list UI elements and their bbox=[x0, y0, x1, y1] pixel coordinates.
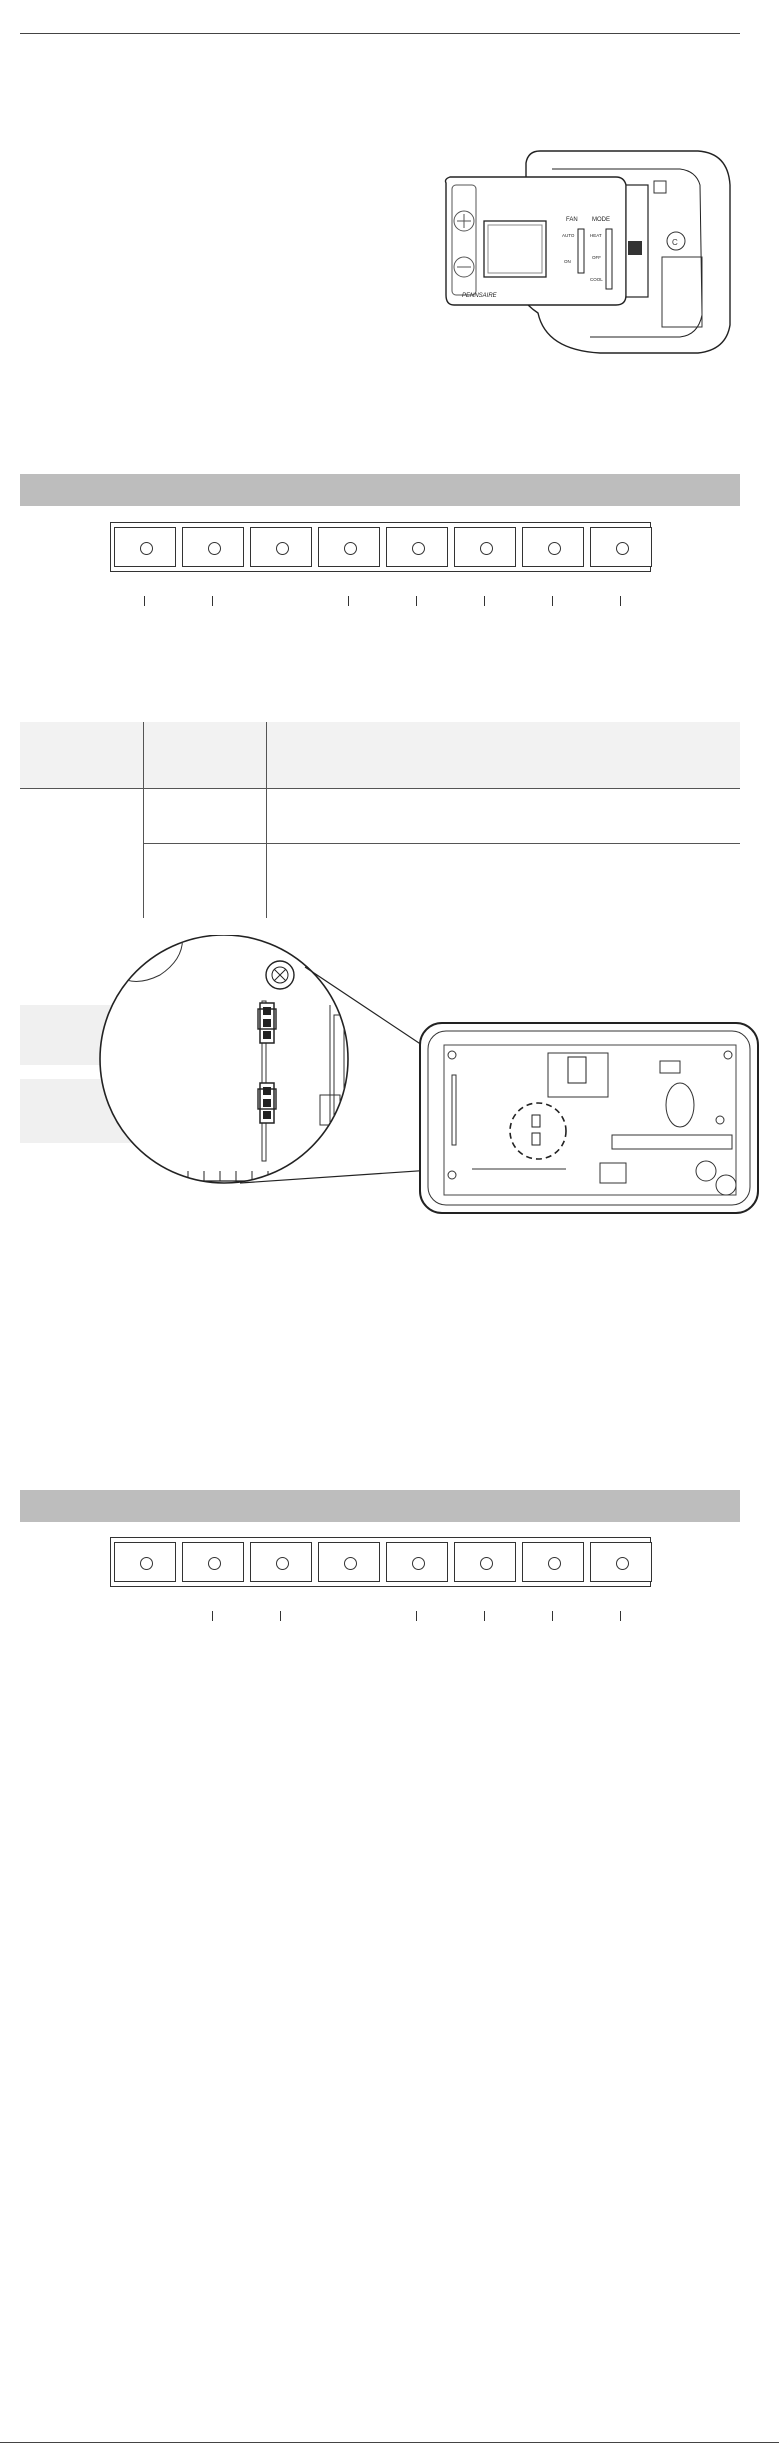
terminal-screw-icon bbox=[140, 1557, 153, 1570]
terminal-screw-icon bbox=[548, 1557, 561, 1570]
terminal-cell bbox=[590, 527, 652, 567]
svg-text:HEAT: HEAT bbox=[590, 233, 602, 238]
terminal-cell bbox=[522, 1542, 584, 1582]
svg-text:MODE: MODE bbox=[592, 217, 610, 223]
terminal-screw-icon bbox=[616, 542, 629, 555]
svg-text:ON: ON bbox=[564, 259, 571, 264]
terminal-screw-icon bbox=[276, 542, 289, 555]
terminal-cell bbox=[250, 527, 312, 567]
terminal-screw-icon bbox=[616, 1557, 629, 1570]
thermostat-illustration bbox=[440, 145, 740, 360]
terminal-cell bbox=[182, 1542, 244, 1582]
terminal-screw-icon bbox=[344, 1557, 357, 1570]
table-col-divider-2 bbox=[266, 722, 267, 918]
table-header bbox=[20, 722, 740, 788]
terminal-cell bbox=[590, 1542, 652, 1582]
terminal-tick bbox=[348, 596, 349, 606]
svg-text:OFF: OFF bbox=[592, 255, 601, 260]
terminal-cell bbox=[250, 1542, 312, 1582]
terminal-strip-bottom bbox=[110, 1537, 651, 1587]
terminal-tick bbox=[552, 1611, 553, 1621]
terminal-strip-top bbox=[110, 522, 651, 572]
bottom-rule bbox=[0, 2442, 779, 2443]
terminal-screw-icon bbox=[480, 1557, 493, 1570]
terminal-screw-icon bbox=[208, 1557, 221, 1570]
terminal-tick bbox=[552, 596, 553, 606]
terminal-screw-icon bbox=[412, 542, 425, 555]
terminal-cell bbox=[386, 527, 448, 567]
terminal-screw-icon bbox=[344, 542, 357, 555]
section-bar-2 bbox=[20, 1490, 740, 1522]
terminal-tick bbox=[212, 596, 213, 606]
terminal-screw-icon bbox=[480, 542, 493, 555]
terminal-cell bbox=[114, 1542, 176, 1582]
terminal-tick bbox=[212, 1611, 213, 1621]
circuit-board-jumper-detail bbox=[80, 935, 760, 1225]
terminal-tick bbox=[620, 596, 621, 606]
terminal-tick bbox=[280, 1611, 281, 1621]
table-rule-row bbox=[143, 843, 740, 844]
terminal-cell bbox=[522, 527, 584, 567]
terminal-screw-icon bbox=[276, 1557, 289, 1570]
top-rule bbox=[20, 33, 740, 34]
terminal-screw-icon bbox=[412, 1557, 425, 1570]
section-bar-1 bbox=[20, 474, 740, 506]
svg-text:AUTO: AUTO bbox=[562, 233, 575, 238]
terminal-tick bbox=[484, 596, 485, 606]
terminal-cell bbox=[182, 527, 244, 567]
terminal-screw-icon bbox=[208, 542, 221, 555]
table-col-divider-1 bbox=[143, 722, 144, 918]
svg-text:FAN: FAN bbox=[566, 217, 578, 223]
terminal-tick bbox=[416, 1611, 417, 1621]
terminal-tick bbox=[416, 596, 417, 606]
terminal-cell bbox=[386, 1542, 448, 1582]
terminal-cell bbox=[318, 527, 380, 567]
svg-text:COOL: COOL bbox=[590, 277, 603, 282]
terminal-screw-icon bbox=[140, 542, 153, 555]
terminal-cell bbox=[318, 1542, 380, 1582]
terminal-cell bbox=[114, 527, 176, 567]
terminal-tick bbox=[620, 1611, 621, 1621]
terminal-cell bbox=[454, 1542, 516, 1582]
terminal-screw-icon bbox=[548, 542, 561, 555]
table-rule-header bbox=[20, 788, 740, 789]
svg-text:PENNSAIRE: PENNSAIRE bbox=[462, 293, 497, 299]
svg-text:C: C bbox=[672, 238, 678, 247]
terminal-tick bbox=[144, 596, 145, 606]
terminal-tick bbox=[484, 1611, 485, 1621]
terminal-cell bbox=[454, 527, 516, 567]
